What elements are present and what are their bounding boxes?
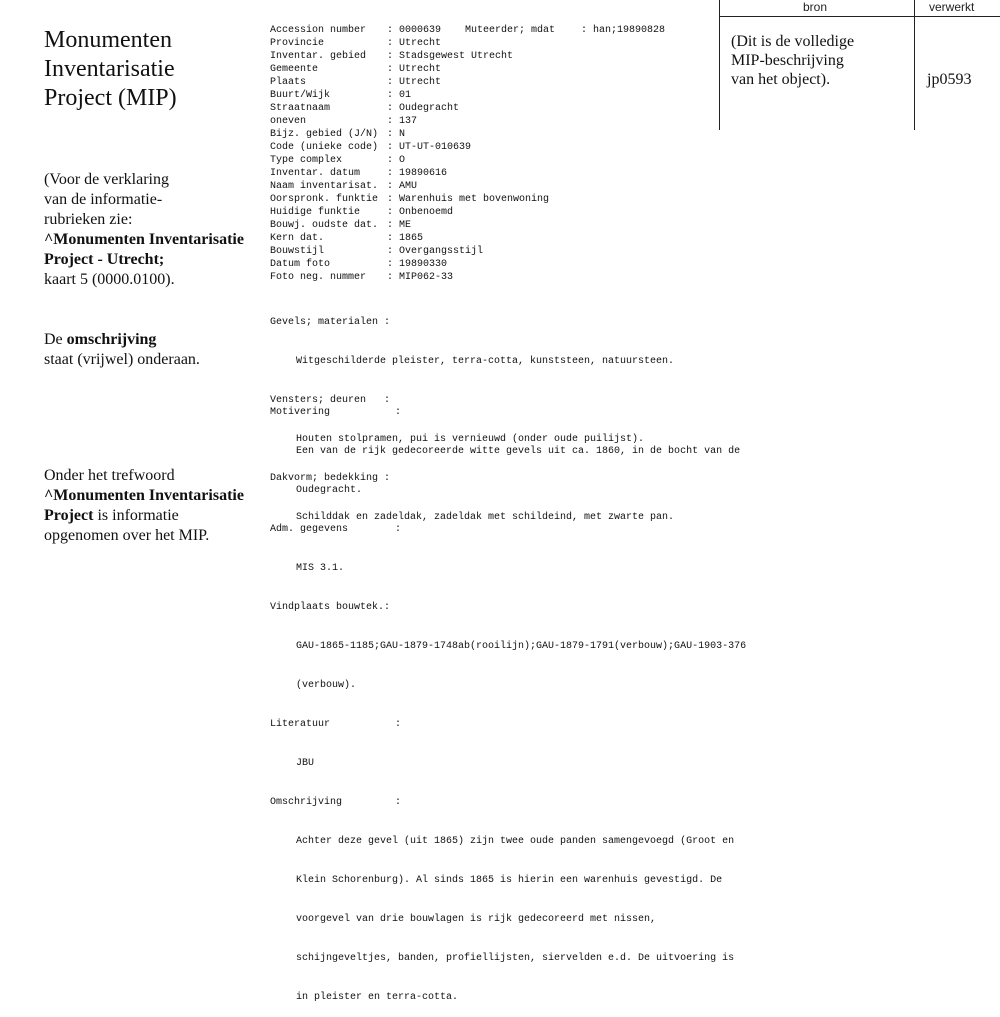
- field-muteerder: Muteerder; mdat : han;19890828: [465, 25, 666, 36]
- table-left-border: [719, 0, 720, 130]
- dakvorm-text: Schilddak en zadeldak, zadeldak met schildeind, met zwarte pan.: [296, 512, 675, 523]
- bron-text: [731, 32, 921, 89]
- title-line-3: Project (MIP): [44, 85, 177, 111]
- gevels-label: Gevels; materialen :: [270, 317, 391, 328]
- source-table: [719, 0, 1000, 130]
- omschrijving-line-5: in pleister en terra-cotta.: [296, 992, 459, 1003]
- adm-label: Adm. gegevens: [270, 524, 349, 535]
- motivering-label: Motivering: [270, 407, 331, 418]
- vindplaats-label: Vindplaats bouwtek.:: [270, 602, 391, 613]
- keyword-note-line-4: opgenomen over het MIP.: [44, 527, 210, 544]
- legend-note-line-4: ^Monumenten Inventarisatie: [44, 231, 244, 248]
- verwerkt-header: verwerkt: [929, 0, 975, 14]
- description-note: [44, 330, 264, 370]
- motivering-line-2: Oudegracht.: [296, 485, 363, 496]
- keyword-note-line-2: ^Monumenten Inventarisatie: [44, 487, 244, 504]
- motivation-section: Motivering : Een van de rijk gedecoreerde witte gevels uit ca. 1860, in de bocht van de Oudegracht. Adm. gegevens : MIS 3.1. Vindplaats bouwtek.: GAU-1865-1185;GAU-1879-1748ab(rooilijn);GAU-1879-1791(verbouw);GAU-1903-376 (verbouw). Literatuur : JBU Omschrijving : Achter deze gevel (uit 1865) zijn twee oude panden samengevoegd (Groot en Klein Schorenburg). Al sinds 1865 is hierin een warenhuis gevestigd. De voorgevel van drie bouwlagen is rijk gedecoreerd met nissen, schijngeveltjes, banden, profiellijsten, siervelden e.d. De uitvoering is in pleister en terra-cotta.: [270, 407, 747, 1003]
- field-row: Plaats : Utrecht: [270, 77, 442, 88]
- field-row: Type complex : O: [270, 155, 406, 166]
- legend-note: [44, 170, 264, 290]
- omschrijving-line-1: Achter deze gevel (uit 1865) zijn twee oude panden samengevoegd (Groot en: [296, 836, 735, 847]
- bron-header: bron: [803, 0, 828, 14]
- dakvorm-label: Dakvorm; bedekking :: [270, 473, 391, 484]
- vindplaats-line-2: (verbouw).: [296, 680, 357, 691]
- literatuur-label: Literatuur: [270, 719, 331, 730]
- title-line-2: Inventarisatie: [44, 56, 175, 82]
- field-row: Inventar. gebied : Stadsgewest Utrecht: [270, 51, 514, 62]
- title-line-1: Monumenten: [44, 27, 172, 53]
- bron-line-3: van het object).: [731, 71, 831, 88]
- field-row: Naam inventarisat. : AMU: [270, 181, 418, 192]
- record-fields: [270, 24, 665, 284]
- field-row: Kern dat. : 1865: [270, 233, 424, 244]
- description-note-line-2: staat (vrijwel) onderaan.: [44, 351, 200, 368]
- table-header-divider: [719, 16, 1000, 17]
- page-title: [44, 26, 264, 113]
- field-row: Provincie : Utrecht: [270, 38, 442, 49]
- legend-note-line-2: van de informatie-: [44, 191, 163, 208]
- field-row: Code (unieke code) : UT-UT-010639: [270, 142, 472, 153]
- gevels-text: Witgeschilderde pleister, terra-cotta, kunststeen, natuursteen.: [296, 356, 675, 367]
- legend-note-line-1: (Voor de verklaring: [44, 171, 169, 188]
- literatuur-text: JBU: [296, 758, 315, 769]
- field-row: oneven : 137: [270, 116, 418, 127]
- field-row: Bijz. gebied (J/N) : N: [270, 129, 406, 140]
- verwerkt-value: jp0593: [927, 71, 972, 88]
- omschrijving-line-3: voorgevel van drie bouwlagen is rijk gedecoreerd met nissen,: [296, 914, 657, 925]
- field-row: Datum foto : 19890330: [270, 259, 448, 270]
- field-row: Bouwj. oudste dat. : ME: [270, 220, 412, 231]
- field-row: Oorspronk. funktie : Warenhuis met bovenwoning: [270, 194, 550, 205]
- vindplaats-line-1: GAU-1865-1185;GAU-1879-1748ab(rooilijn);GAU-1879-1791(verbouw);GAU-1903-376: [296, 641, 747, 652]
- vensters-text: Houten stolpramen, pui is vernieuwd (onder oude puilijst).: [296, 434, 645, 445]
- field-row: Straatnaam : Oudegracht: [270, 103, 460, 114]
- legend-note-line-3: rubrieken zie:: [44, 211, 133, 228]
- vensters-label: Vensters; deuren :: [270, 395, 391, 406]
- legend-note-line-6: kaart 5 (0000.0100).: [44, 271, 175, 288]
- adm-text: MIS 3.1.: [296, 563, 345, 574]
- keyword-note: [44, 466, 264, 546]
- legend-note-line-5: Project - Utrecht;: [44, 251, 165, 268]
- bron-line-1: (Dit is de volledige: [731, 33, 855, 50]
- field-row: Foto neg. nummer : MIP062-33: [270, 272, 454, 283]
- field-row: Inventar. datum : 19890616: [270, 168, 448, 179]
- field-row: Huidige funktie : Onbenoemd: [270, 207, 454, 218]
- description-note-line-1: De omschrijving: [44, 331, 157, 348]
- keyword-note-line-3: Project is informatie: [44, 507, 179, 524]
- omschrijving-line-2: Klein Schorenburg). Al sinds 1865 is hierin een warenhuis gevestigd. De: [296, 875, 723, 886]
- bron-line-2: MIP-beschrijving: [731, 52, 844, 69]
- omschrijving-line-4: schijngeveltjes, banden, profiellijsten, siervelden e.d. De uitvoering is: [296, 953, 735, 964]
- omschrijving-label: Omschrijving: [270, 797, 343, 808]
- field-row: Gemeente : Utrecht: [270, 64, 442, 75]
- field-row: Bouwstijl : Overgangsstijl: [270, 246, 484, 257]
- field-row: Buurt/Wijk : 01: [270, 90, 412, 101]
- keyword-note-line-1: Onder het trefwoord: [44, 467, 175, 484]
- motivering-line-1: Een van de rijk gedecoreerde witte gevels uit ca. 1860, in de bocht van de: [296, 446, 741, 457]
- field-accession-number: Accession number : 0000639 Muteerder; mdat : han;19890828: [270, 25, 666, 36]
